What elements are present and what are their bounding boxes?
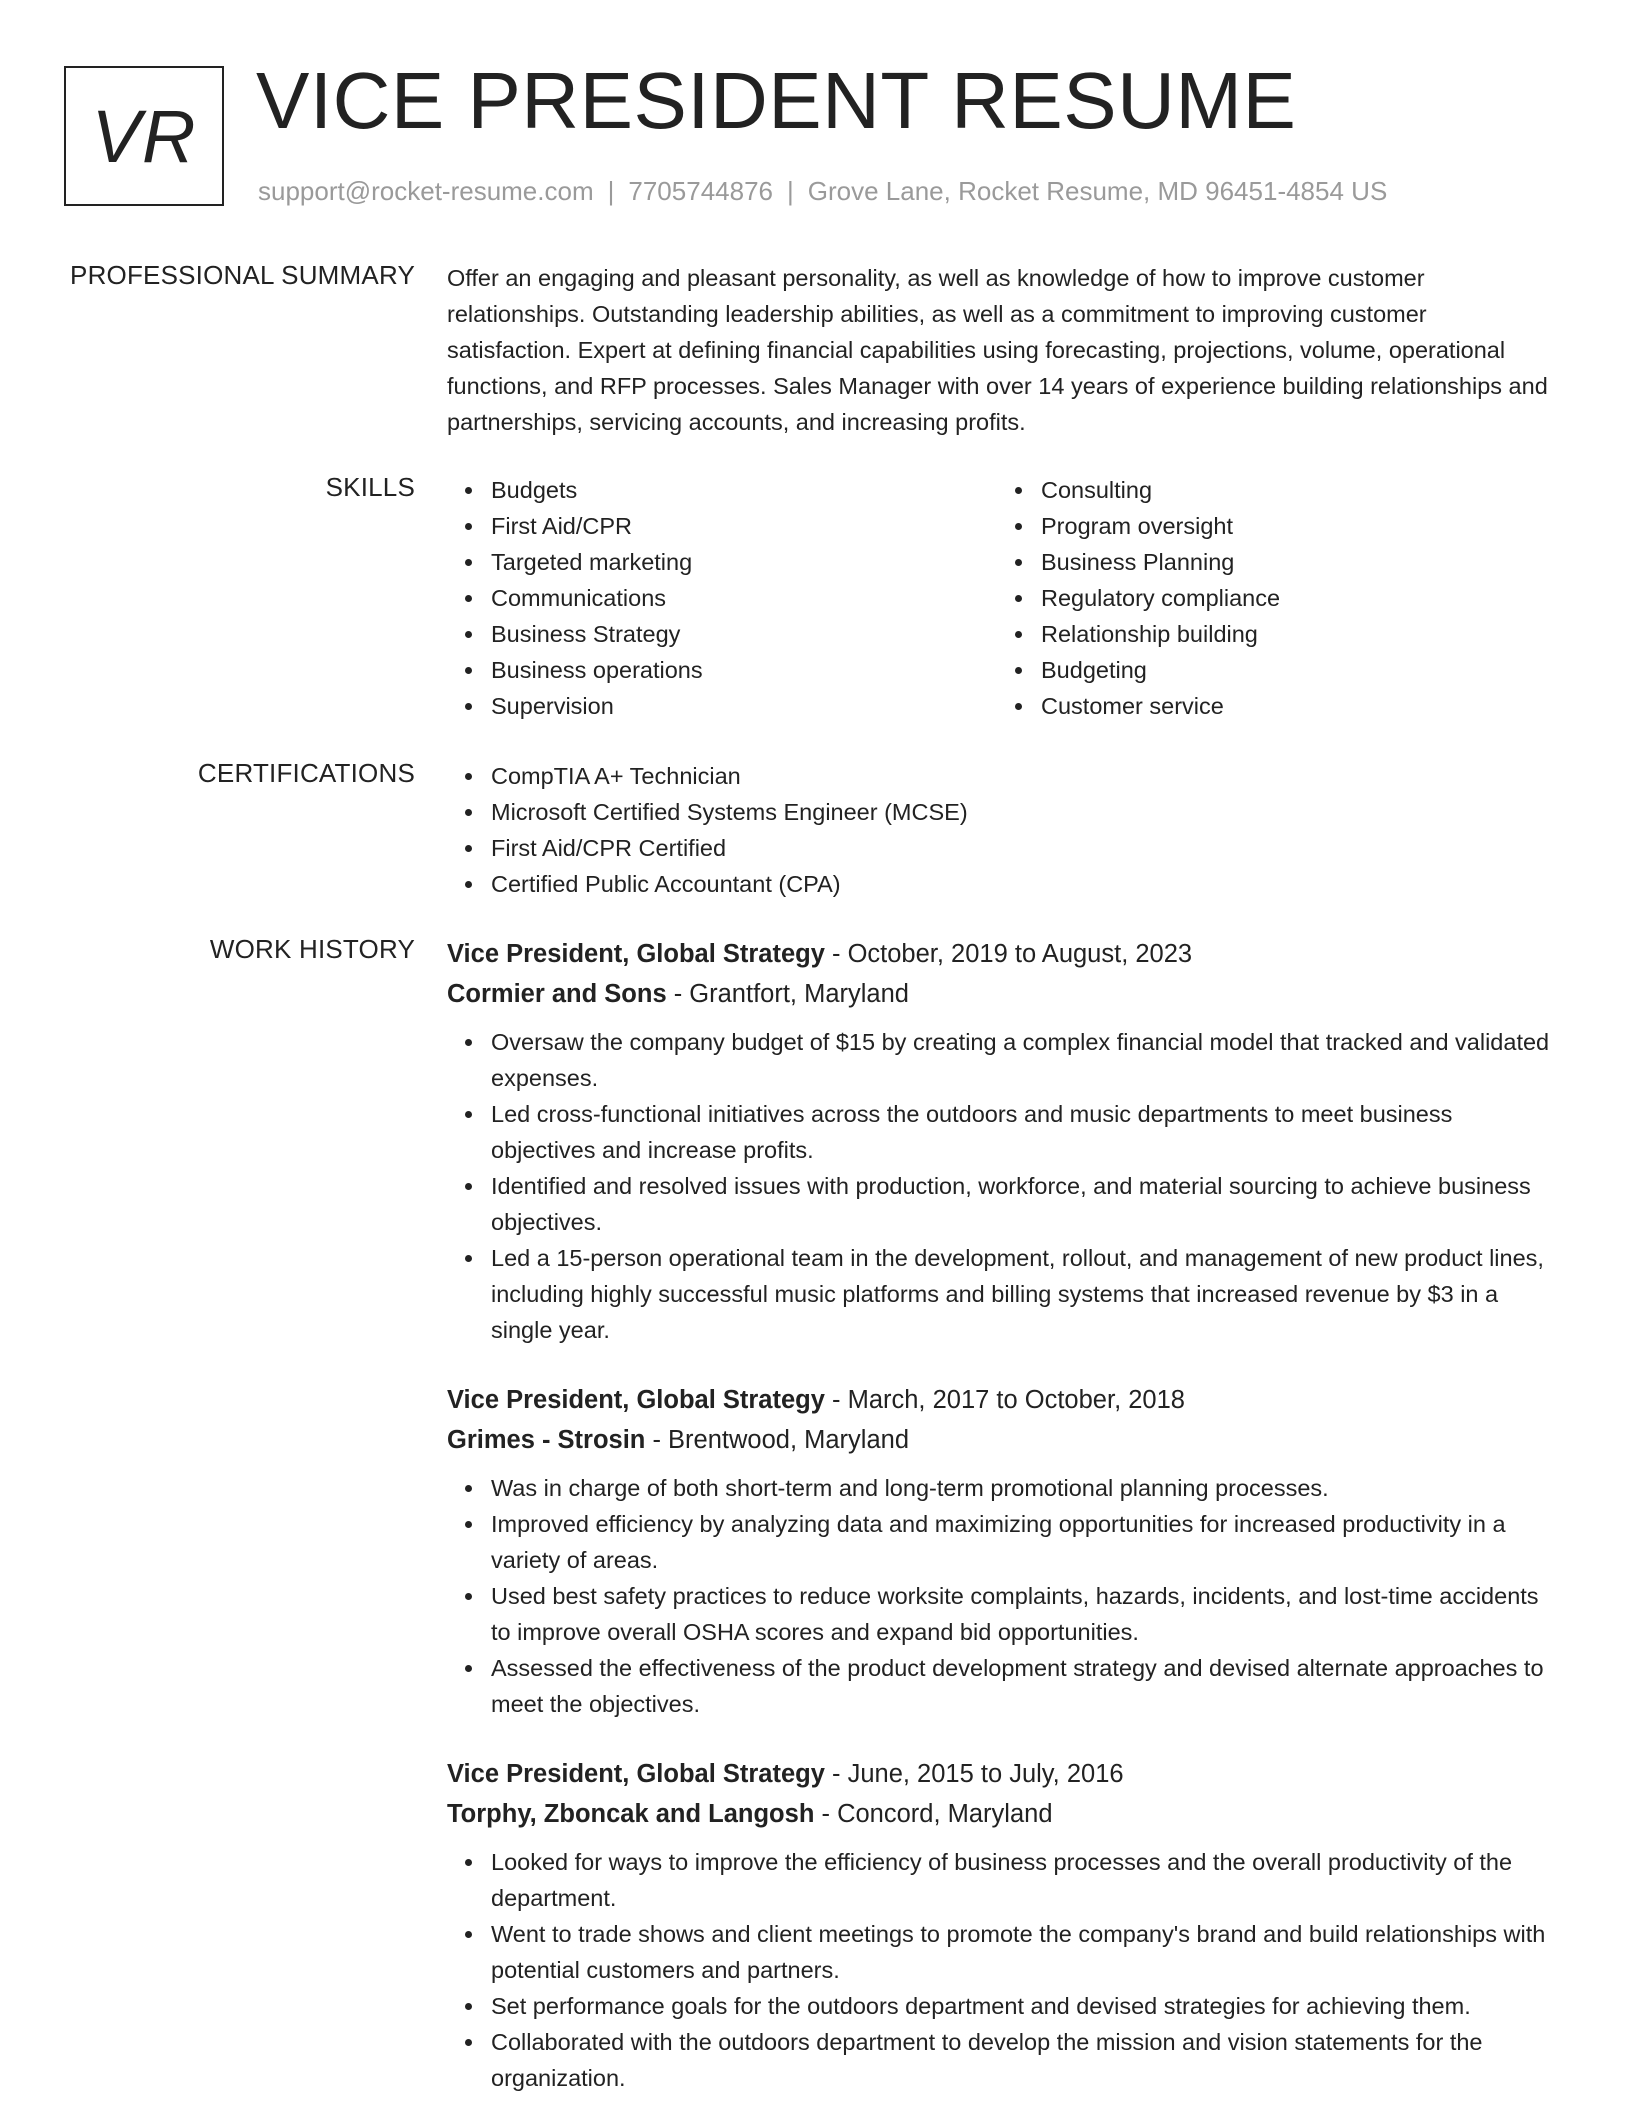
jobs-list xyxy=(447,934,1557,2128)
job-bullet: Improved efficiency by analyzing data and maximizing opportunities for increased productivity in a variety of areas. xyxy=(447,1506,1557,1578)
section-label-skills: SKILLS xyxy=(325,472,415,502)
job-bullet: Collaborated with the outdoors department to develop the mission and vision statements for the organization. xyxy=(447,2024,1557,2096)
skill-item: Business Planning xyxy=(997,544,1547,580)
job-bullet: Looked for ways to improve the efficiency of business processes and the overall productivity of the department. xyxy=(447,1844,1557,1916)
skill-item: Supervision xyxy=(447,688,997,724)
skill-item: Targeted marketing xyxy=(447,544,997,580)
job-bullet: Was in charge of both short-term and long-term promotional planning processes. xyxy=(447,1470,1557,1506)
skill-item: Communications xyxy=(447,580,997,616)
contact-separator: | xyxy=(607,176,615,206)
job-entry xyxy=(447,1754,1557,2096)
job-bullet: Went to trade shows and client meetings to promote the company's brand and build relationships with potential customers and partners. xyxy=(447,1916,1557,1988)
job-bullet: Led cross-functional initiatives across the outdoors and music departments to meet business objectives and increase profits. xyxy=(447,1096,1557,1168)
skill-item: Budgeting xyxy=(997,652,1547,688)
job-title: Vice President, Global Strategy xyxy=(447,940,825,968)
skill-item: Business Strategy xyxy=(447,616,997,652)
monogram-badge: VR xyxy=(64,66,224,206)
contact-address: Grove Lane, Rocket Resume, MD 96451-4854 US xyxy=(807,176,1388,206)
job-entry xyxy=(447,1380,1557,1722)
job-bullet: Set performance goals for the outdoors department and devised strategies for achieving them. xyxy=(447,1988,1557,2024)
job-title: Vice President, Global Strategy xyxy=(447,1386,825,1414)
job-bullet: Oversaw the company budget of $15 by creating a complex financial model that tracked and validated expenses. xyxy=(447,1024,1557,1096)
skill-item: Program oversight xyxy=(997,508,1547,544)
contact-phone: 7705744876 xyxy=(628,176,773,206)
job-company: Torphy, Zboncak and Langosh xyxy=(447,1800,815,1828)
job-company: Cormier and Sons xyxy=(447,980,667,1008)
skills-list-left xyxy=(447,472,997,724)
job-bullet: Identified and resolved issues with production, workforce, and material sourcing to achieve business objectives. xyxy=(447,1168,1557,1240)
job-dates: - June, 2015 to July, 2016 xyxy=(824,1760,1124,1788)
section-label-summary: PROFESSIONAL SUMMARY xyxy=(70,260,415,290)
job-dates: - October, 2019 to August, 2023 xyxy=(824,940,1193,968)
job-title-line xyxy=(447,1754,1557,1794)
job-location: - Concord, Maryland xyxy=(814,1800,1053,1828)
job-bullet: Assessed the effectiveness of the product development strategy and devised alternate approaches to meet the objectives. xyxy=(447,1650,1557,1722)
job-location: - Brentwood, Maryland xyxy=(645,1426,910,1454)
skill-item: Regulatory compliance xyxy=(997,580,1547,616)
job-bullets xyxy=(447,1024,1557,1348)
job-company: Grimes - Strosin xyxy=(447,1426,646,1454)
job-company-line xyxy=(447,1420,1557,1460)
job-title-line xyxy=(447,934,1557,974)
contact-email: support@rocket-resume.com xyxy=(258,176,594,206)
job-title: Vice President, Global Strategy xyxy=(447,1760,825,1788)
skills-grid xyxy=(447,472,1557,724)
job-bullets xyxy=(447,1844,1557,2096)
job-bullet: Led a 15-person operational team in the development, rollout, and management of new product lines, including highly successful music platforms and billing systems that increased revenue by $3 in a single year. xyxy=(447,1240,1557,1348)
skills-list-right xyxy=(997,472,1547,724)
job-dates: - March, 2017 to October, 2018 xyxy=(824,1386,1185,1414)
section-label-work-history: WORK HISTORY xyxy=(209,934,415,964)
job-company-line xyxy=(447,974,1557,1014)
contact-line xyxy=(258,174,1387,208)
job-entry xyxy=(447,934,1557,1348)
job-bullets xyxy=(447,1470,1557,1722)
skill-item: Business operations xyxy=(447,652,997,688)
section-label-certifications: CERTIFICATIONS xyxy=(197,758,415,788)
certification-item: Microsoft Certified Systems Engineer (MCSE) xyxy=(447,794,1557,830)
skill-item: Relationship building xyxy=(997,616,1547,652)
summary-text: Offer an engaging and pleasant personality, as well as knowledge of how to improve customer relationships. Outstanding leadership abilities, as well as a commitment to improving customer satisfaction. Expert at defining financial capabilities using forecasting, projections, volume, operational functions, and RFP processes. Sales Manager with over 14 years of experience building relationships and partnerships, servicing accounts, and increasing profits. xyxy=(447,265,1548,435)
job-title-line xyxy=(447,1380,1557,1420)
certification-item: Certified Public Accountant (CPA) xyxy=(447,866,1557,902)
skill-item: First Aid/CPR xyxy=(447,508,997,544)
skill-item: Customer service xyxy=(997,688,1547,724)
contact-separator: | xyxy=(787,176,794,206)
job-bullet: Used best safety practices to reduce worksite complaints, hazards, incidents, and lost-time accidents to improve overall OSHA scores and expand bid opportunities. xyxy=(447,1578,1557,1650)
certification-item: First Aid/CPR Certified xyxy=(447,830,1557,866)
skill-item: Consulting xyxy=(997,472,1547,508)
job-company-line xyxy=(447,1794,1557,1834)
page-title: VICE PRESIDENT RESUME xyxy=(256,56,1297,145)
skill-item: Budgets xyxy=(447,472,997,508)
certification-item: CompTIA A+ Technician xyxy=(447,758,1557,794)
certifications-list xyxy=(447,758,1557,902)
job-location: - Grantfort, Maryland xyxy=(666,980,909,1008)
